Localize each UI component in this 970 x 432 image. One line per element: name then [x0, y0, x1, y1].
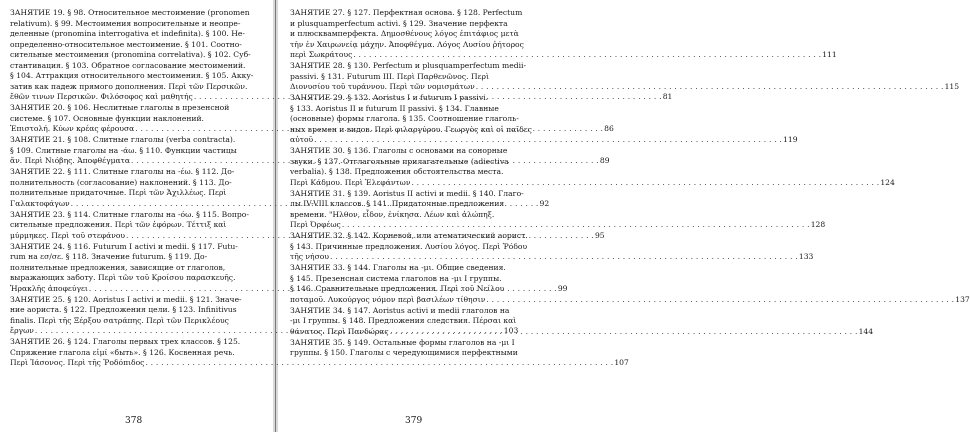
toc-entry-line — [290, 348, 540, 359]
toc-entry-line — [10, 178, 265, 189]
toc-page-number: 144 — [858, 326, 874, 336]
toc-entry-line — [290, 146, 540, 157]
toc-page-number: 137 — [955, 294, 970, 304]
dot-leader — [390, 327, 858, 338]
toc-entry-text: Διονυσίου τοῦ τυράννου. Περὶ τῶν νομισμάτων — [290, 82, 475, 91]
toc-entry-text: ЗАНЯТИЕ 28. § 130. Perfectum и plusquamperfectum medii- — [290, 61, 527, 70]
toc-entry-text: ных времен и видов. Περὶ φιλαργύρου. Γεωργὸς καὶ οἱ παῖδες — [290, 124, 532, 134]
toc-entry — [290, 338, 540, 359]
toc-entry-line — [10, 19, 265, 30]
toc-entry-line — [290, 231, 540, 242]
toc-page-number: 95 — [594, 230, 605, 240]
toc-entry-text: полнительность (согласование) наклонений. § 113. До- — [10, 177, 232, 187]
toc-entry-text: и плюсквамперфекта. Δημοσθένους λόγος ἐπιτάφιος μετὰ — [290, 29, 519, 38]
toc-page-number: 99 — [557, 283, 568, 293]
toc-entry-line — [10, 61, 265, 72]
toc-entry-text: § 145. Презенсная система глаголов на -μι I группы. — [290, 273, 502, 283]
toc-entry-line — [10, 71, 265, 82]
toc-entry-text: деленные (pronomina interrogativa et indefinita). § 100. Не- — [10, 29, 245, 38]
dot-leader — [342, 220, 810, 231]
toc-entry-line — [10, 146, 265, 157]
toc-entry-text: -μι I группы. § 148. Предложения следствия. Πέρσαι καὶ — [290, 316, 517, 325]
toc-entry-line — [10, 82, 265, 93]
toc-entry-text: Περὶ Ὀρφέως — [290, 220, 341, 229]
toc-entry-last-line — [290, 82, 960, 93]
toc-entry-last-line — [290, 220, 826, 231]
toc-entry-text: αὐτοῦ — [290, 135, 314, 144]
toc-entry-text: ЗАНЯТИЕ 21. § 108. Слитные глаголы (verba contracta). — [10, 135, 236, 144]
toc-entry-text: ЗАНЯТИЕ 32. § 142. Корневой, или атематический аорист. — [290, 231, 528, 240]
toc-entry-text: времени. "Ηλθον, εἶδον, ἐνίκησα. Λέων καὶ ἀλώπηξ. — [290, 209, 495, 219]
toc-entry-text: полнительные предложения, зависящие от глаголов, — [10, 262, 226, 272]
toc-entry-line — [290, 242, 540, 253]
toc-entry-line — [290, 199, 540, 210]
toc-entry-text: группы. § 150. Глаголы с чередующимися перфектными — [290, 348, 518, 357]
toc-entry-line — [290, 104, 540, 115]
toc-entry-line — [10, 103, 265, 114]
toc-entry-text: Ἡρακλῆς ἀποφεύγει — [10, 283, 88, 293]
toc-entry-line — [290, 284, 540, 295]
dot-leader — [353, 50, 821, 61]
toc-entry-line — [290, 72, 540, 83]
toc-entry-line — [10, 167, 265, 178]
toc-entry-last-line — [290, 252, 814, 263]
toc-entry — [290, 8, 837, 61]
toc-entry-line — [290, 306, 540, 317]
toc-page-number: 107 — [614, 358, 629, 367]
toc-entry-text: ЗАНЯТИЕ 31. § 139. Aoristus II activi и medii. § 140. Глаго- — [290, 188, 524, 198]
toc-page-number: 111 — [822, 50, 837, 59]
dot-leader — [411, 178, 879, 189]
toc-entry-text: μύρμηκες. Περὶ τοῦ στεφάνου — [10, 230, 126, 240]
toc-entry-line — [290, 338, 540, 349]
toc-entry-text: лы IV-VIII классов. § 141. Придаточные предложения — [290, 199, 505, 208]
toc-entry-line — [290, 29, 540, 40]
toc-entry-text: ЗАНЯТИЕ 33. § 144. Глаголы на -μι. Общие сведения. — [290, 263, 506, 272]
toc-entry-line — [290, 167, 540, 178]
toc-entry-text: (основные) формы глагола. § 135. Соотношение глаголь- — [290, 114, 519, 123]
toc-entry-line — [10, 188, 265, 199]
toc-page-number: 124 — [880, 177, 895, 187]
toc-entry-text: Περὶ Ἰάσονος. Περὶ τῆς Ῥοδόπιδος — [10, 358, 145, 367]
toc-entry-text: Ἐπιστολή. Κύων κρέας φέρουσα — [10, 124, 135, 133]
toc-entry-text: ЗАНЯТИЕ 19. § 98. Относительное местоимение (pronomen — [10, 8, 250, 17]
toc-entry-line — [290, 263, 540, 274]
toc-entry-line — [10, 295, 265, 306]
toc-entry-text: τῆς νήσου — [290, 252, 329, 261]
toc-entry-line — [290, 189, 540, 200]
toc-entry-last-line — [290, 50, 837, 61]
toc-entry-line — [290, 93, 540, 104]
toc-entry-text: passivi. § 131. Futurum III. Περὶ Παρθενῶνος. Περὶ — [290, 71, 489, 81]
toc-entry-text: § 133. Aoristus II и futurum II passivi. § 134. Главные — [290, 103, 499, 113]
toc-entry-last-line — [10, 358, 629, 369]
toc-entry-text: ЗАНЯТИЕ 27. § 127. Перфектная основа. § 128. Perfectum — [290, 8, 523, 17]
toc-entry-line — [290, 114, 540, 125]
toc-page-number: 128 — [810, 220, 826, 229]
right-page-number: 379 — [405, 416, 423, 426]
toc-entry-text: Γαλακτοφάγων — [10, 198, 70, 208]
toc-page-number: 89 — [599, 156, 610, 165]
toc-entry-line — [10, 29, 265, 40]
dot-leader — [486, 295, 954, 306]
toc-entry-text: § 104. Аттракция относительного местоимения. § 105. Акку- — [10, 71, 254, 80]
toc-entry-text: relativum). § 99. Местоимения вопросительные и неопре- — [10, 18, 241, 28]
toc-entry-line — [10, 252, 265, 263]
toc-page-number: 81 — [662, 92, 673, 101]
toc-entry-line — [10, 135, 265, 146]
toc-entry-text: ЗАНЯТИЕ 22. § 111. Слитные глаголы на -έω. § 112. До- — [10, 167, 235, 176]
toc-entry-text: определенно-относительное местоимение. § 101. Соотно- — [10, 39, 242, 49]
toc-entry-text: сительные предложения. Περὶ τῶν ἐφόρων. Τέττιξ καὶ — [10, 220, 227, 229]
toc-entry-line — [10, 263, 265, 274]
toc-entry-text: verbalia). § 138. Предложения обстоятельства места. — [290, 167, 504, 176]
toc-entry-text: Περὶ Κάδμου. Περὶ Ἐλεφάντων — [290, 177, 411, 187]
toc-entry-text: сительные местоимения (pronomina correlativa). § 102. Суб- — [10, 50, 251, 59]
toc-entry-text: ἄν. Περὶ Νιόβης. Ἀποφθέγματα — [10, 156, 130, 165]
toc-page-number: 115 — [944, 82, 960, 91]
toc-entry-text: ЗАНЯТИЕ 35. § 149. Остальные формы глаголов на -μι I — [290, 337, 515, 347]
toc-entry-line — [290, 125, 540, 136]
toc-entry-text: ЗАНЯТИЕ 24. § 116. Futurum I activi и medii. § 117. Futu- — [10, 241, 238, 251]
toc-entry-text: ЗАНЯТИЕ 29. § 132. Aoristus I и futurum I passivi. — [290, 93, 488, 102]
toc-entry-line — [10, 348, 265, 359]
toc-entry-line — [10, 50, 265, 61]
toc-entry-text: § 143. Причинные предложения. Λυσίου λόγος. Περὶ Ῥόδου — [290, 241, 528, 251]
toc-entry-text: θάνατος. Περὶ Πανδώρας — [290, 326, 389, 336]
toc-entry-text: τὴν ἐν Χαιρωνείᾳ μάχην. Ἀποφθέγμα. Λόγος Λυσίου ῥήτορος — [290, 39, 524, 49]
toc-page-number: 86 — [604, 124, 614, 133]
toc-entry-line — [290, 40, 540, 51]
toc-entry-text: ἔργων — [10, 326, 34, 335]
toc-entry-line — [290, 19, 540, 30]
toc-entry-last-line — [290, 135, 798, 146]
dot-leader — [476, 82, 944, 93]
toc-entry-line — [10, 210, 265, 221]
toc-entry-line — [10, 337, 265, 348]
toc-entry-line — [10, 40, 265, 51]
toc-entry-text: Спряжение глагола εἰμί «быть». § 126. Косвенная речь. — [10, 347, 235, 357]
toc-entry-line — [10, 8, 265, 19]
toc-entry-text: ЗАНЯТИЕ 23. § 114. Слитные глаголы на -όω. § 115. Вопро- — [10, 209, 249, 219]
toc-entry — [290, 61, 960, 93]
toc-entry-text: звуки. § 137. Отглагольные прилагательные (adiectiva — [290, 156, 509, 166]
toc-entry-text: ποταμοῦ. Λυκούργος νόμον περὶ βασιλέων τίθησιν — [290, 294, 486, 304]
toc-entry-text: затив как падеж прямого дополнения. Περὶ τῶν Περσικῶν. — [10, 81, 248, 91]
toc-entry-line — [10, 242, 265, 253]
toc-entry-text: ЗАНЯТИЕ 34. § 147. Aoristus activi и medii глаголов на — [290, 305, 510, 315]
left-page-number: 378 — [125, 416, 143, 426]
toc-entry-text: и plusquamperfectum activi. § 129. Значение перфекта — [290, 18, 508, 28]
toc-entry-line — [290, 210, 540, 221]
toc-entry-line — [290, 274, 540, 285]
toc-page-number: 133 — [798, 252, 814, 261]
dot-leader — [314, 135, 782, 146]
toc-entry-text: § 109. Слитные глаголы на -άω. § 110. Функции частицы — [10, 145, 237, 155]
toc-entry-line — [10, 316, 265, 327]
toc-entry-last-line — [290, 177, 895, 189]
toc-entry-text: ние aориста. § 122. Предложения цели. § 123. Infinitivus — [10, 305, 237, 314]
toc-entry-line — [10, 273, 265, 284]
toc-entry-text: ЗАНЯТИЕ 30. § 136. Глаголы с основами на сонорные — [290, 146, 508, 155]
toc-page-number: 103 — [503, 326, 519, 335]
toc-entry-line — [290, 316, 540, 327]
toc-entry-last-line — [290, 294, 970, 306]
toc-entry-line — [10, 114, 265, 125]
toc-entry-text: ἔθῶν τινων Περσικῶν. Φιλόσοφος καὶ μαθητής — [10, 92, 193, 101]
dot-leader — [330, 252, 798, 263]
toc-entry-last-line — [290, 326, 874, 338]
toc-entry-text: ЗАНЯТИЕ 26. § 124. Глаголы первых трех классов. § 125. — [10, 337, 241, 346]
toc-page-number: 92 — [539, 198, 550, 208]
toc-page-number: 119 — [783, 135, 798, 144]
toc-entry-line — [290, 157, 540, 168]
toc-entry-text: § 146. Сравнительные предложения. Περὶ τοῦ Νείλου — [290, 284, 505, 293]
toc-entry-text: rum на εσ/σε. § 118. Значение futurum. § 119. До- — [10, 252, 208, 261]
toc-entry-line — [10, 305, 265, 316]
toc-entry-text: finalis. Περὶ τῆς Ξέρξου σατράπης. Περὶ τῶν Περικλέους — [10, 315, 229, 325]
toc-entry-line — [290, 61, 540, 72]
toc-entry-text: περὶ Σωκράτους — [290, 50, 353, 59]
toc-entry-text: ЗАНЯТИЕ 25. § 120. Aoristus I activi и medii. § 121. Значе- — [10, 294, 242, 304]
toc-entry-line — [290, 8, 540, 19]
toc-entry-text: стантивация. § 103. Обратное согласование местоимений. — [10, 60, 246, 70]
toc-entry-text: полнительные придаточные. Περὶ τῶν Ἀχιλλέως. Περὶ — [10, 188, 227, 197]
toc-entry — [290, 305, 874, 338]
toc-entry-line — [10, 220, 265, 231]
toc-entry-text: ЗАНЯТИЕ 20. § 106. Неслитные глаголы в презенсной — [10, 103, 230, 112]
toc-entry-text: системе. § 107. Основные функции наклонений. — [10, 113, 204, 123]
toc-entry-text: выражающих заботу. Περὶ τῶν τοῦ Κροίσου παρασκευῆς. — [10, 273, 236, 282]
